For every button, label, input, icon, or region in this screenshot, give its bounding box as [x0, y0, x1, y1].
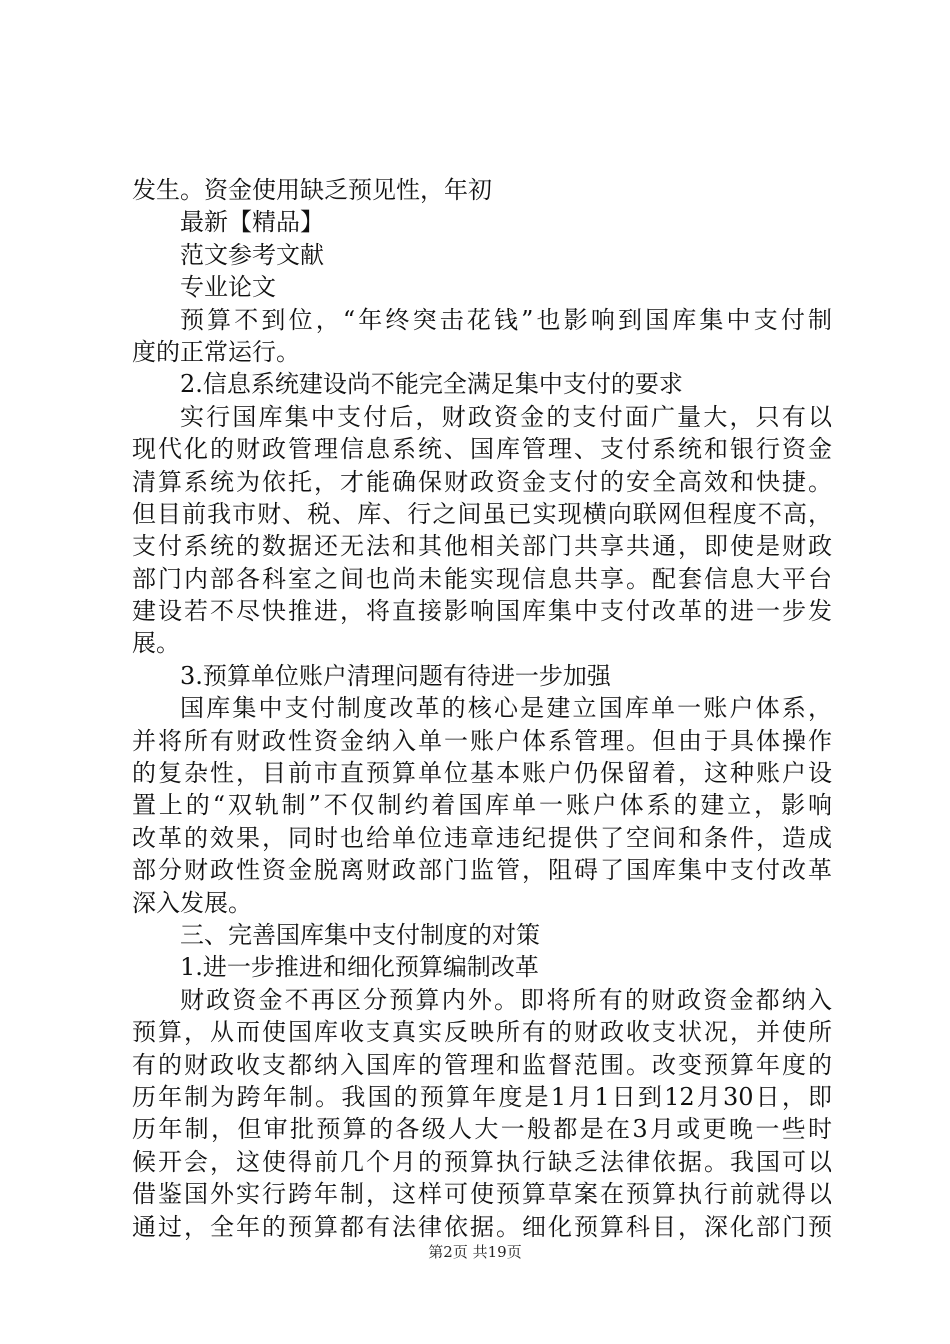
- paragraph-start-line: 预算不到位，“年终突击花钱”也影响到国库集中支付制: [180, 305, 832, 334]
- text-line: 清算系统为依托，才能确保财政资金支付的安全高效和快捷。: [132, 467, 832, 496]
- section-heading: 3.预算单位账户清理问题有待进一步加强: [180, 661, 611, 690]
- section-heading: 1.进一步推进和细化预算编制改革: [180, 953, 539, 982]
- section-heading: 三、完善国库集中支付制度的对策: [180, 920, 540, 949]
- watermark-line: 最新【精品】: [180, 208, 324, 237]
- text-line: 有的财政收支都纳入国库的管理和监督范围。改变预算年度的: [132, 1050, 832, 1079]
- text-line: 历年制，但审批预算的各级人大一般都是在3月或更晚一些时: [132, 1115, 832, 1144]
- text-line: 但目前我市财、税、库、行之间虽已实现横向联网但程度不高，: [132, 499, 832, 528]
- text-line: 历年制为跨年制。我国的预算年度是1月1日到12月30日，即: [132, 1082, 832, 1111]
- text-line: 现代化的财政管理信息系统、国库管理、支付系统和银行资金: [132, 435, 832, 464]
- document-body: [132, 174, 832, 1243]
- text-line: 深入发展。: [132, 888, 252, 917]
- text-line: 借鉴国外实行跨年制，这样可使预算草案在预算执行前就得以: [132, 1180, 832, 1209]
- text-line: 通过，全年的预算都有法律依据。细化预算科目，深化部门预: [132, 1212, 832, 1241]
- paragraph-start-line: 财政资金不再区分预算内外。即将所有的财政资金都纳入: [180, 985, 832, 1014]
- watermark-line: 范文参考文献: [180, 240, 324, 269]
- text-line: 部分财政性资金脱离财政部门监管，阻碍了国库集中支付改革: [132, 856, 832, 885]
- paragraph-start-line: 实行国库集中支付后，财政资金的支付面广量大，只有以: [180, 402, 832, 431]
- text-line: 候开会，这使得前几个月的预算执行缺乏法律依据。我国可以: [132, 1147, 832, 1176]
- text-line: 发生。资金使用缺乏预见性，年初: [132, 176, 492, 204]
- text-line: 改革的效果，同时也给单位违章违纪提供了空间和条件，造成: [132, 823, 832, 852]
- section-heading: 2.信息系统建设尚不能完全满足集中支付的要求: [180, 370, 683, 399]
- page-number-footer: 第2页 共19页: [428, 1243, 522, 1261]
- text-line: 度的正常运行。: [132, 337, 300, 366]
- paragraph-start-line: 国库集中支付制度改革的核心是建立国库单一账户体系，: [180, 694, 832, 723]
- text-line: 展。: [132, 629, 180, 658]
- text-line: 支付系统的数据还无法和其他相关部门共享共通，即使是财政: [132, 532, 832, 561]
- text-line: 的复杂性，目前市直预算单位基本账户仍保留着，这种账户设: [132, 759, 832, 788]
- text-line: 建设若不尽快推进，将直接影响国库集中支付改革的进一步发: [132, 597, 832, 626]
- text-line: 预算，从而使国库收支真实反映所有的财政收支状况，并使所: [132, 1018, 832, 1047]
- watermark-line: 专业论文: [180, 273, 276, 302]
- text-line: 部门内部各科室之间也尚未能实现信息共享。配套信息大平台: [132, 564, 832, 593]
- text-line: 并将所有财政性资金纳入单一账户体系管理。但由于具体操作: [132, 726, 832, 755]
- text-line: 置上的“双轨制”不仅制约着国库单一账户体系的建立，影响: [132, 791, 832, 820]
